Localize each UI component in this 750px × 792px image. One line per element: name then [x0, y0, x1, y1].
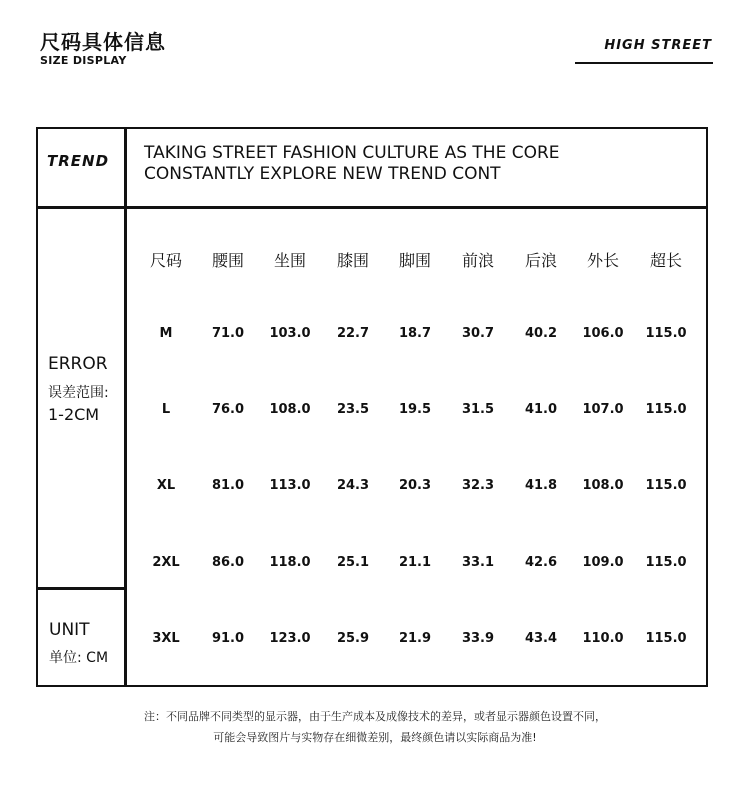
tagline [144, 143, 560, 185]
measurement-cell: 115.0 [645, 402, 687, 417]
measurement-cell: 113.0 [269, 478, 311, 493]
measurement-cell: 41.0 [524, 402, 558, 417]
measurement-cell: 24.3 [336, 478, 370, 493]
brand-underline [575, 62, 713, 64]
tagline-line-2: CONSTANTLY EXPLORE NEW TREND CONT [144, 164, 501, 184]
unit-value: 单位: CM [49, 650, 109, 666]
table-side-divider [36, 587, 126, 590]
measurement-cell: 123.0 [269, 631, 311, 646]
table-vertical-divider [124, 127, 127, 687]
measurement-cell: 76.0 [211, 402, 245, 417]
measurement-cell: 86.0 [211, 555, 245, 570]
measurement-cell: 110.0 [582, 631, 624, 646]
error-value: 1-2CM [48, 405, 100, 424]
measurement-cell: 40.2 [524, 326, 558, 341]
size-label: L [161, 402, 171, 417]
column-header: 前浪 [461, 251, 494, 270]
column-header: 腰围 [211, 251, 244, 270]
column-header: 后浪 [524, 251, 557, 270]
measurement-cell: 41.8 [524, 478, 558, 493]
measurement-cell: 22.7 [336, 326, 370, 341]
measurement-cell: 103.0 [269, 326, 311, 341]
column-header: 膝围 [336, 251, 369, 270]
size-label: 3XL [152, 631, 180, 646]
column-header: 尺码 [149, 251, 182, 270]
measurement-cell: 23.5 [336, 402, 370, 417]
error-title: ERROR [48, 354, 108, 374]
measurement-cell: 115.0 [645, 326, 687, 341]
measurement-cell: 108.0 [269, 402, 311, 417]
trend-label: TREND [47, 152, 110, 170]
column-header: 坐围 [273, 251, 306, 270]
measurement-cell: 109.0 [582, 555, 624, 570]
size-label: M [159, 326, 173, 341]
tagline-line-1: TAKING STREET FASHION CULTURE AS THE CORE [144, 143, 560, 163]
table-header-divider [36, 206, 708, 209]
measurement-cell: 81.0 [211, 478, 245, 493]
page-title: 尺码具体信息 [40, 30, 166, 54]
brand-label: HIGH STREET [604, 38, 712, 53]
page-subtitle: SIZE DISPLAY [40, 54, 127, 67]
measurement-cell: 21.1 [398, 555, 432, 570]
size-label: 2XL [152, 555, 180, 570]
column-header: 脚围 [398, 251, 431, 270]
measurement-cell: 30.7 [461, 326, 495, 341]
measurement-cell: 43.4 [524, 631, 558, 646]
measurement-cell: 20.3 [398, 478, 432, 493]
measurement-cell: 18.7 [398, 326, 432, 341]
measurement-cell: 115.0 [645, 555, 687, 570]
measurement-cell: 42.6 [524, 555, 558, 570]
unit-title: UNIT [49, 620, 90, 640]
measurement-cell: 25.1 [336, 555, 370, 570]
column-header: 外长 [586, 251, 619, 270]
measurement-cell: 19.5 [398, 402, 432, 417]
measurement-cell: 33.1 [461, 555, 495, 570]
disclaimer-line-1: 注：不同品牌不同类型的显示器，由于生产成本及成像技术的差异，或者显示器颜色设置不同， [144, 710, 606, 723]
disclaimer-line-2: 可能会导致图片与实物存在细微差别，最终颜色请以实际商品为准! [213, 731, 537, 744]
measurement-cell: 91.0 [211, 631, 245, 646]
measurement-cell: 115.0 [645, 631, 687, 646]
measurement-cell: 25.9 [336, 631, 370, 646]
column-header: 超长 [649, 251, 682, 270]
measurement-cell: 106.0 [582, 326, 624, 341]
measurement-cell: 33.9 [461, 631, 495, 646]
measurement-cell: 21.9 [398, 631, 432, 646]
measurement-cell: 108.0 [582, 478, 624, 493]
measurement-cell: 32.3 [461, 478, 495, 493]
measurement-cell: 71.0 [211, 326, 245, 341]
measurement-cell: 31.5 [461, 402, 495, 417]
measurement-cell: 107.0 [582, 402, 624, 417]
measurement-cell: 118.0 [269, 555, 311, 570]
measurement-cell: 115.0 [645, 478, 687, 493]
size-label: XL [156, 478, 176, 493]
error-label: 误差范围: [48, 385, 109, 401]
